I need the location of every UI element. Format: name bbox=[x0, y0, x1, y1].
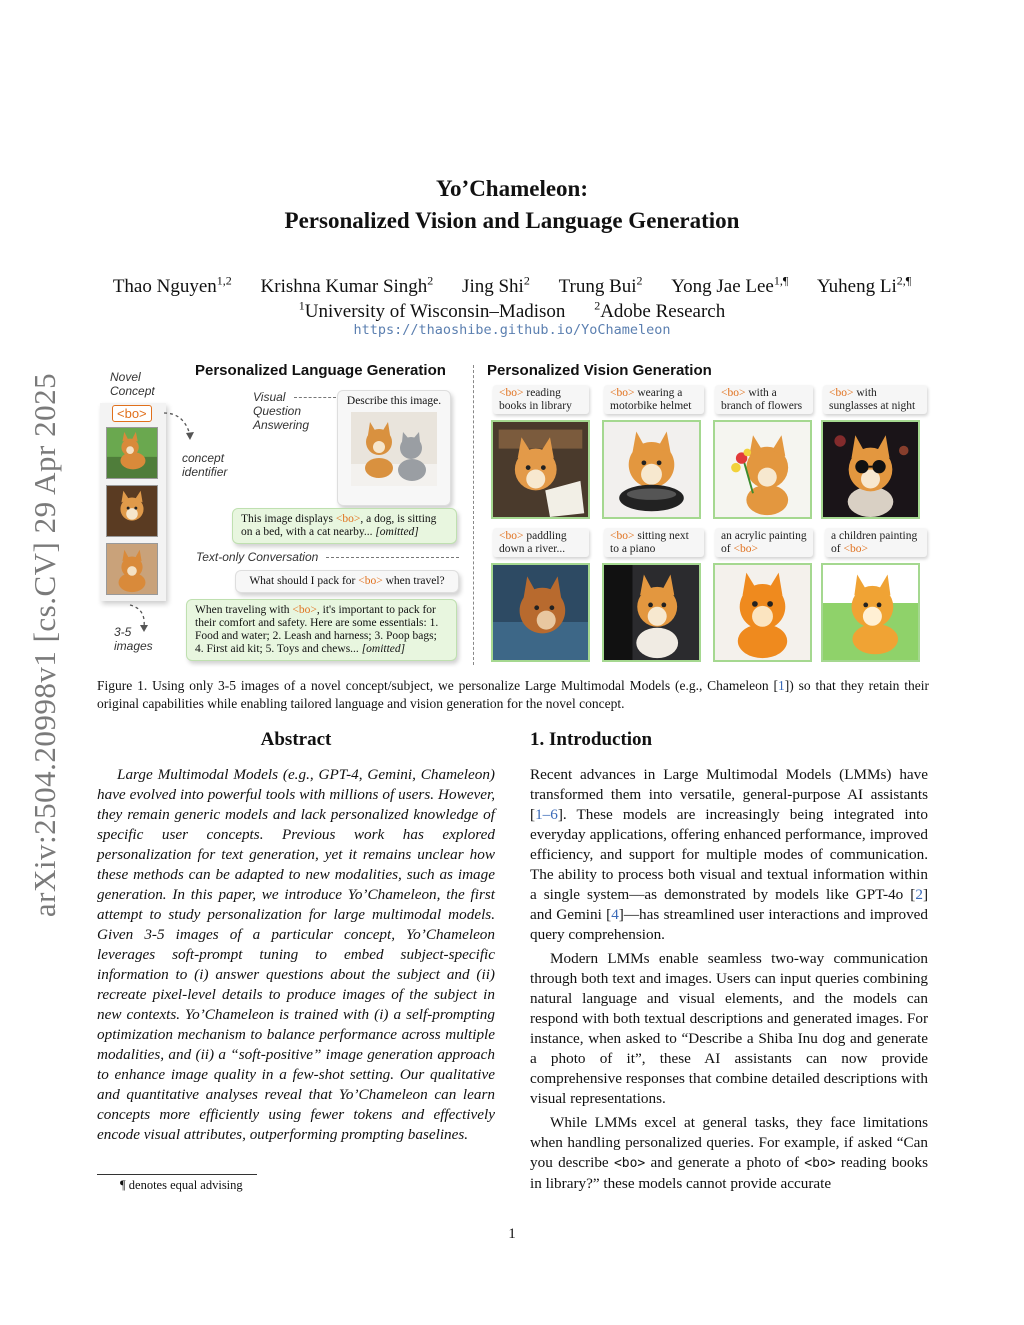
gen-caption-sunglasses: <bo> with sunglasses at night bbox=[823, 385, 927, 414]
gen-caption-paddling: <bo> paddling down a river... bbox=[493, 528, 589, 557]
author: Krishna Kumar Singh$^2$ bbox=[260, 274, 434, 298]
author: Yong Jae Lee$^{1,\P}$ bbox=[671, 274, 789, 298]
vqa-prompt-text: Describe this image. bbox=[346, 395, 442, 407]
vqa-label: Visual Question Answering bbox=[253, 390, 310, 432]
author: Jing Shi$^2$ bbox=[462, 274, 530, 298]
generated-image-sunglasses bbox=[821, 420, 920, 519]
images-count-label: 3-5 images bbox=[114, 625, 153, 653]
gen-caption-helmet: <bo> wearing a motorbike helmet bbox=[604, 385, 704, 414]
generated-image-reading bbox=[491, 420, 590, 519]
page-number: 1 bbox=[508, 1226, 516, 1242]
footnote: ¶ denotes equal advising bbox=[120, 1178, 243, 1192]
gen-caption-reading: <bo> reading books in library bbox=[493, 385, 589, 414]
affiliation: $^1$University of Wisconsin–Madison bbox=[298, 299, 566, 323]
figure-caption: Figure 1. Using only 3-5 images of a novel concept/subject, we personalize Large Multimodal Models (e.g., Chameleon [1]) so that they retain their original capabilities while enabling tailored language and vision generation for the novel concept. bbox=[97, 678, 929, 711]
concept-image-3 bbox=[106, 543, 158, 595]
title-line-1: Yo’Chameleon: bbox=[435, 176, 589, 201]
affiliation: $^2$Adobe Research bbox=[594, 299, 726, 323]
citation-link[interactable]: 2 bbox=[915, 886, 923, 903]
footnote-rule bbox=[97, 1174, 257, 1175]
vqa-prompt-bubble bbox=[337, 390, 451, 506]
vqa-dash bbox=[294, 397, 336, 398]
citation-link[interactable]: 4 bbox=[611, 906, 619, 923]
concept-image-2 bbox=[106, 485, 158, 537]
identifier-arrow bbox=[156, 405, 206, 445]
panel-divider bbox=[473, 365, 474, 665]
citation-link[interactable]: 1–6 bbox=[535, 806, 558, 823]
author: Trung Bui$^2$ bbox=[558, 274, 643, 298]
conversation-answer-bubble: When traveling with <bo>, it's important to pack for their comfort and safety. Here are some essentials: 1. Food and water; 2. Leash and harness; 3. Poop bags; 4. First aid kit; 5. Toys and chews... [omitted] bbox=[186, 599, 457, 661]
novel-concept-label: Novel Concept bbox=[110, 370, 155, 398]
generated-image-paddling bbox=[491, 563, 590, 662]
abstract-body: Large Multimodal Models (e.g., GPT-4, Gemini, Chameleon) have evolved into powerful tools with millions of users. However, they remain generic models and lack personalized knowledge of specific user concepts. Previous work has explored personalization for text generation, yet it remains unclear how these methods can be adapted to new modalities, such as image generation. In this paper, we introduce Yo’Chameleon, the first attempt to study personalization for large multimodal models. Given 3-5 images of a particular concept, Yo’Chameleon leverages soft-prompt tuning to embed subject-specific information to (i) answer questions about the subject and (ii) recreate pixel-level details to produce images of the subject in new contexts. Yo’Chameleon is trained with (i) a self-prompting optimization mechanism to balance performance across multiple modalities, and (ii) a “soft-positive” image generation approach to enhance image quality in a few-shot setting. Our qualitative and quantitative analyses reveal that Yo’Chameleon can learn concepts more efficiently using fewer tokens and effectively encode visual attributes, outperforming prompting baselines. bbox=[97, 766, 495, 1143]
language-panel-title: Personalized Language Generation bbox=[195, 362, 446, 379]
generated-image-helmet bbox=[602, 420, 701, 519]
generated-image-acrylic bbox=[713, 563, 812, 662]
figure-1 bbox=[96, 355, 932, 670]
introduction-heading: 1. Introduction bbox=[530, 729, 653, 750]
paper-title bbox=[0, 173, 1024, 237]
text-conversation-label: Text-only Conversation bbox=[196, 550, 319, 564]
conversation-question-bubble: What should I pack for <bo> when travel? bbox=[235, 570, 459, 593]
intro-paragraph-1: Recent advances in Large Multimodal Models (LMMs) have transformed them into versatile, general-purpose AI assistants [1–6]. These models are increasingly being integrated into everyday applications, offering enhanced performance, improved efficiency, and support for multiple modes of communication. The ability to process both visual and textual information within a single system—as demonstrated by models like GPT-4o [2] and Gemini [4]—has streamlined user interactions and improved query comprehension. bbox=[530, 766, 928, 943]
author: Thao Nguyen$^{1,2}$ bbox=[112, 274, 232, 298]
gen-caption-children: a children painting of <bo> bbox=[825, 528, 927, 557]
gen-caption-flowers: <bo> with a branch of flowers bbox=[715, 385, 813, 414]
generated-image-children bbox=[821, 563, 920, 662]
vision-panel-title: Personalized Vision Generation bbox=[487, 362, 712, 379]
generated-image-flowers bbox=[713, 420, 812, 519]
intro-paragraph-2: Modern LMMs enable seamless two-way communication through both text and images. Users can input queries combining natural language and visual elements, and the models can respond with both textual descriptions and generated images. For instance, when asked to “Describe a Shiba Inu dog and generate a photo of it”, these AI assistants can now provide comprehensive responses that combine detailed descriptions with visual representations. bbox=[530, 950, 928, 1107]
gen-caption-piano: <bo> sitting next to a piano bbox=[604, 528, 704, 557]
project-url[interactable]: https://thaoshibe.github.io/YoChameleon bbox=[353, 322, 671, 338]
introduction-body bbox=[530, 765, 928, 1198]
arxiv-side-stamp: arXiv:2504.20998v1 [cs.CV] 29 Apr 2025 bbox=[27, 372, 62, 918]
gen-caption-acrylic: an acrylic painting of <bo> bbox=[715, 528, 813, 557]
concept-identifier-label: concept identifier bbox=[182, 451, 228, 479]
citation-link[interactable]: 1 bbox=[778, 678, 785, 693]
title-line-2: Personalized Vision and Language Generation bbox=[284, 208, 740, 233]
concept-token-box: <bo> bbox=[112, 405, 152, 422]
abstract-heading: Abstract bbox=[260, 729, 332, 750]
concept-image-1 bbox=[106, 427, 158, 479]
vqa-answer-bubble: This image displays <bo>, a dog, is sitting on a bed, with a cat nearby... [omitted] bbox=[232, 508, 457, 544]
affiliations bbox=[0, 293, 1024, 325]
text-conv-dash bbox=[326, 557, 459, 558]
intro-paragraph-3: While LMMs excel at general tasks, they face limitations when handling personalized queries. For example, if asked “Can you describe <bo> and generate a photo of <bo> reading books in library?” these models cannot provide accurate bbox=[530, 1114, 928, 1192]
author: Yuheng $Li^{2,\P}$ bbox=[817, 274, 912, 298]
dog-and-cat-photo bbox=[351, 412, 437, 486]
generated-image-piano bbox=[602, 563, 701, 662]
